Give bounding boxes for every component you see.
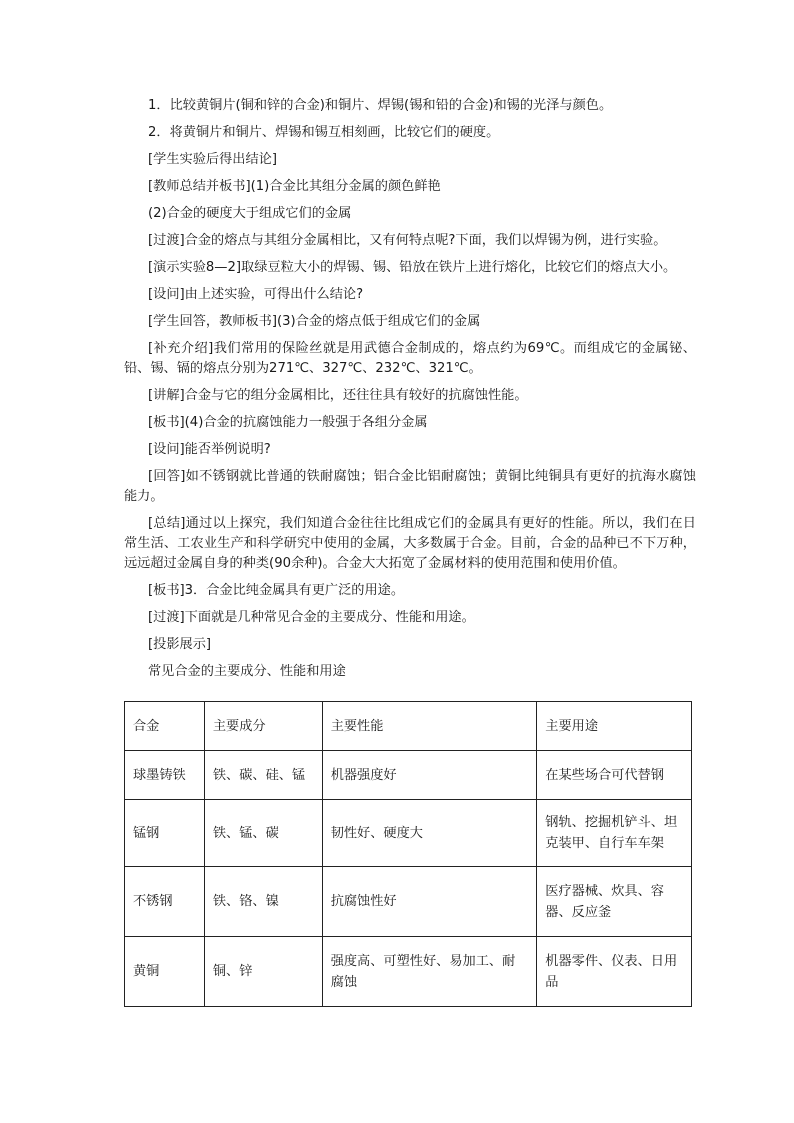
header-cell: 主要性能	[322, 702, 537, 751]
table-cell: 球墨铸铁	[125, 751, 205, 800]
table-header-row	[125, 702, 692, 751]
table-cell: 强度高、可塑性好、易加工、耐腐蚀	[322, 937, 537, 1007]
paragraph: [板书](4)合金的抗腐蚀能力一般强于各组分金属	[148, 415, 428, 430]
table-cell: 在某些场合可代替钢	[537, 751, 692, 800]
paragraph: [投影展示]	[148, 637, 212, 652]
table-cell: 机器零件、仪表、日用品	[537, 937, 692, 1007]
table-row	[125, 937, 692, 1007]
paragraph: [板书]3．合金比纯金属具有更广泛的用途。	[148, 583, 405, 598]
paragraph: [学生实验后得出结论]	[148, 152, 277, 167]
paragraph: [设问]由上述实验，可得出什么结论?	[148, 287, 364, 302]
table-caption: 常见合金的主要成分、性能和用途	[148, 664, 346, 679]
table-row	[125, 800, 692, 867]
paragraph: [讲解]合金与它的组分金属相比，还往往具有较好的抗腐蚀性能。	[148, 388, 528, 403]
header-cell: 合金	[125, 702, 205, 751]
table-row	[125, 867, 692, 937]
paragraph: [回答]如不锈钢就比普通的铁耐腐蚀；铝合金比铝耐腐蚀；黄铜比纯铜具有更好的抗海水腐蚀能力。	[124, 469, 696, 504]
table-cell: 抗腐蚀性好	[322, 867, 537, 937]
header-cell: 主要用途	[537, 702, 692, 751]
paragraph: [补充介绍]我们常用的保险丝就是用武德合金制成的，熔点约为69℃。而组成它的金属铋、铅、锡、镉的熔点分别为271℃、327℃、232℃、321℃。	[124, 341, 696, 376]
paragraph: [设问]能否举例说明?	[148, 442, 271, 457]
alloy-table	[124, 701, 692, 1007]
table-cell: 铁、锰、碳	[204, 800, 322, 867]
table-cell: 锰钢	[125, 800, 205, 867]
table-cell: 铁、碳、硅、锰	[204, 751, 322, 800]
table-cell: 黄铜	[125, 937, 205, 1007]
paragraph: [演示实验8—2]取绿豆粒大小的焊锡、锡、铅放在铁片上进行熔化，比较它们的熔点大小。	[148, 260, 677, 275]
paragraph: 2．将黄铜片和铜片、焊锡和锡互相刻画，比较它们的硬度。	[148, 125, 500, 140]
paragraph: [过渡]下面就是几种常见合金的主要成分、性能和用途。	[148, 610, 475, 625]
paragraph: [教师总结并板书](1)合金比其组分金属的颜色鲜艳	[148, 179, 441, 194]
table-cell: 机器强度好	[322, 751, 537, 800]
table-cell: 不锈钢	[125, 867, 205, 937]
table-cell: 铁、铬、镍	[204, 867, 322, 937]
paragraph: (2)合金的硬度大于组成它们的金属	[148, 206, 352, 221]
table-cell: 医疗器械、炊具、容器、反应釜	[537, 867, 692, 937]
table-row	[125, 751, 692, 800]
document-body	[124, 96, 696, 692]
table-cell: 韧性好、硬度大	[322, 800, 537, 867]
table-cell: 钢轨、挖掘机铲斗、坦克装甲、自行车车架	[537, 800, 692, 867]
paragraph: [过渡]合金的熔点与其组分金属相比，又有何特点呢?下面，我们以焊锡为例，进行实验。	[148, 233, 667, 248]
paragraph: [学生回答，教师板书](3)合金的熔点低于组成它们的金属	[148, 314, 481, 329]
table-cell: 铜、锌	[204, 937, 322, 1007]
paragraph: [总结]通过以上探究，我们知道合金往往比组成它们的金属具有更好的性能。所以，我们在日常生活、工农业生产和科学研究中使用的金属，大多数属于合金。目前，合金的品种已不下万种，远远超过金属自身的种类(90余种)。合金大大拓宽了金属材料的使用范围和使用价值。	[124, 516, 696, 571]
paragraph: 1．比较黄铜片(铜和锌的合金)和铜片、焊锡(锡和铅的合金)和锡的光泽与颜色。	[148, 98, 613, 113]
header-cell: 主要成分	[204, 702, 322, 751]
